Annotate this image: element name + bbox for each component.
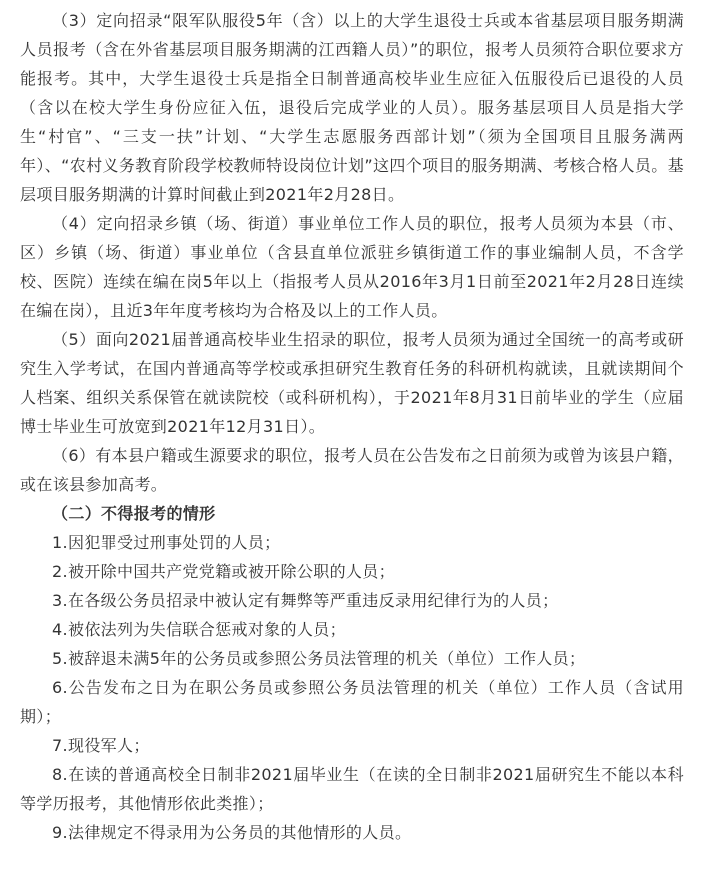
list-item: 6.公告发布之日为在职公务员或参照公务员法管理的机关（单位）工作人员（含试用期）； xyxy=(20,678,684,726)
section-heading: （二）不得报考的情形 xyxy=(52,504,216,523)
list-item: 9.法律规定不得录用为公务员的其他情形的人员。 xyxy=(52,823,412,842)
list-item: 1.因犯罪受过刑事处罚的人员； xyxy=(52,533,281,552)
list-item: 4.被依法列为失信联合惩戒对象的人员； xyxy=(52,620,346,639)
list-item: 8.在读的普通高校全日制非2021届毕业生（在读的全日制非2021届研究生不能以本科等学历报考，其他情形依此类推）； xyxy=(20,765,684,813)
list-item: 3.在各级公务员招录中被认定有舞弊等严重违反录用纪律行为的人员； xyxy=(52,591,559,610)
paragraph-6-household-registration: （6）有本县户籍或生源要求的职位，报考人员在公告发布之日前须为或曾为该县户籍，或在该县参加高考。 xyxy=(20,446,684,494)
paragraph-5-graduates-2021: （5）面向2021届普通高校毕业生招录的职位，报考人员须为通过全国统一的高考或研究生入学考试，在国内普通高等学校或承担研究生教育任务的科研机构就读，且就读期间个人档案、组织关系保管在就读院校（或科研机构），于2021年8月31日前毕业的学生（应届博士毕业生可放宽到2021年12月31日）。 xyxy=(20,330,684,436)
list-item: 2.被开除中国共产党党籍或被开除公职的人员； xyxy=(52,562,395,581)
article-body xyxy=(20,6,684,847)
list-item: 5.被辞退未满5年的公务员或参照公务员法管理的机关（单位）工作人员； xyxy=(52,649,586,668)
list-item: 7.现役军人； xyxy=(52,736,150,755)
paragraph-3-veterans-grassroots: （3）定向招录“限军队服役5年（含）以上的大学生退役士兵或本省基层项目服务期满人员报考（含在外省基层项目服务期满的江西籍人员）”的职位，报考人员须符合职位要求方能报考。其中，大学生退役士兵是指全日制普通高校毕业生应征入伍服役后已退役的人员（含以在校大学生身份应征入伍，退役后完成学业的人员）。服务基层项目人员是指大学生“村官”、“三支一扶”计划、“大学生志愿服务西部计划”（须为全国项目且服务满两年）、“农村义务教育阶段学校教师特设岗位计划”这四个项目的服务期满、考核合格人员。基层项目服务期满的计算时间截止到2021年2月28日。 xyxy=(20,11,684,204)
paragraph-4-township-staff: （4）定向招录乡镇（场、街道）事业单位工作人员的职位，报考人员须为本县（市、区）乡镇（场、街道）事业单位（含县直单位派驻乡镇街道工作的事业编制人员，不含学校、医院）连续在编在岗5年以上（指报考人员从2016年3月1日前至2021年2月28日连续在编在岗），且近3年年度考核均为合格及以上的工作人员。 xyxy=(20,214,684,320)
